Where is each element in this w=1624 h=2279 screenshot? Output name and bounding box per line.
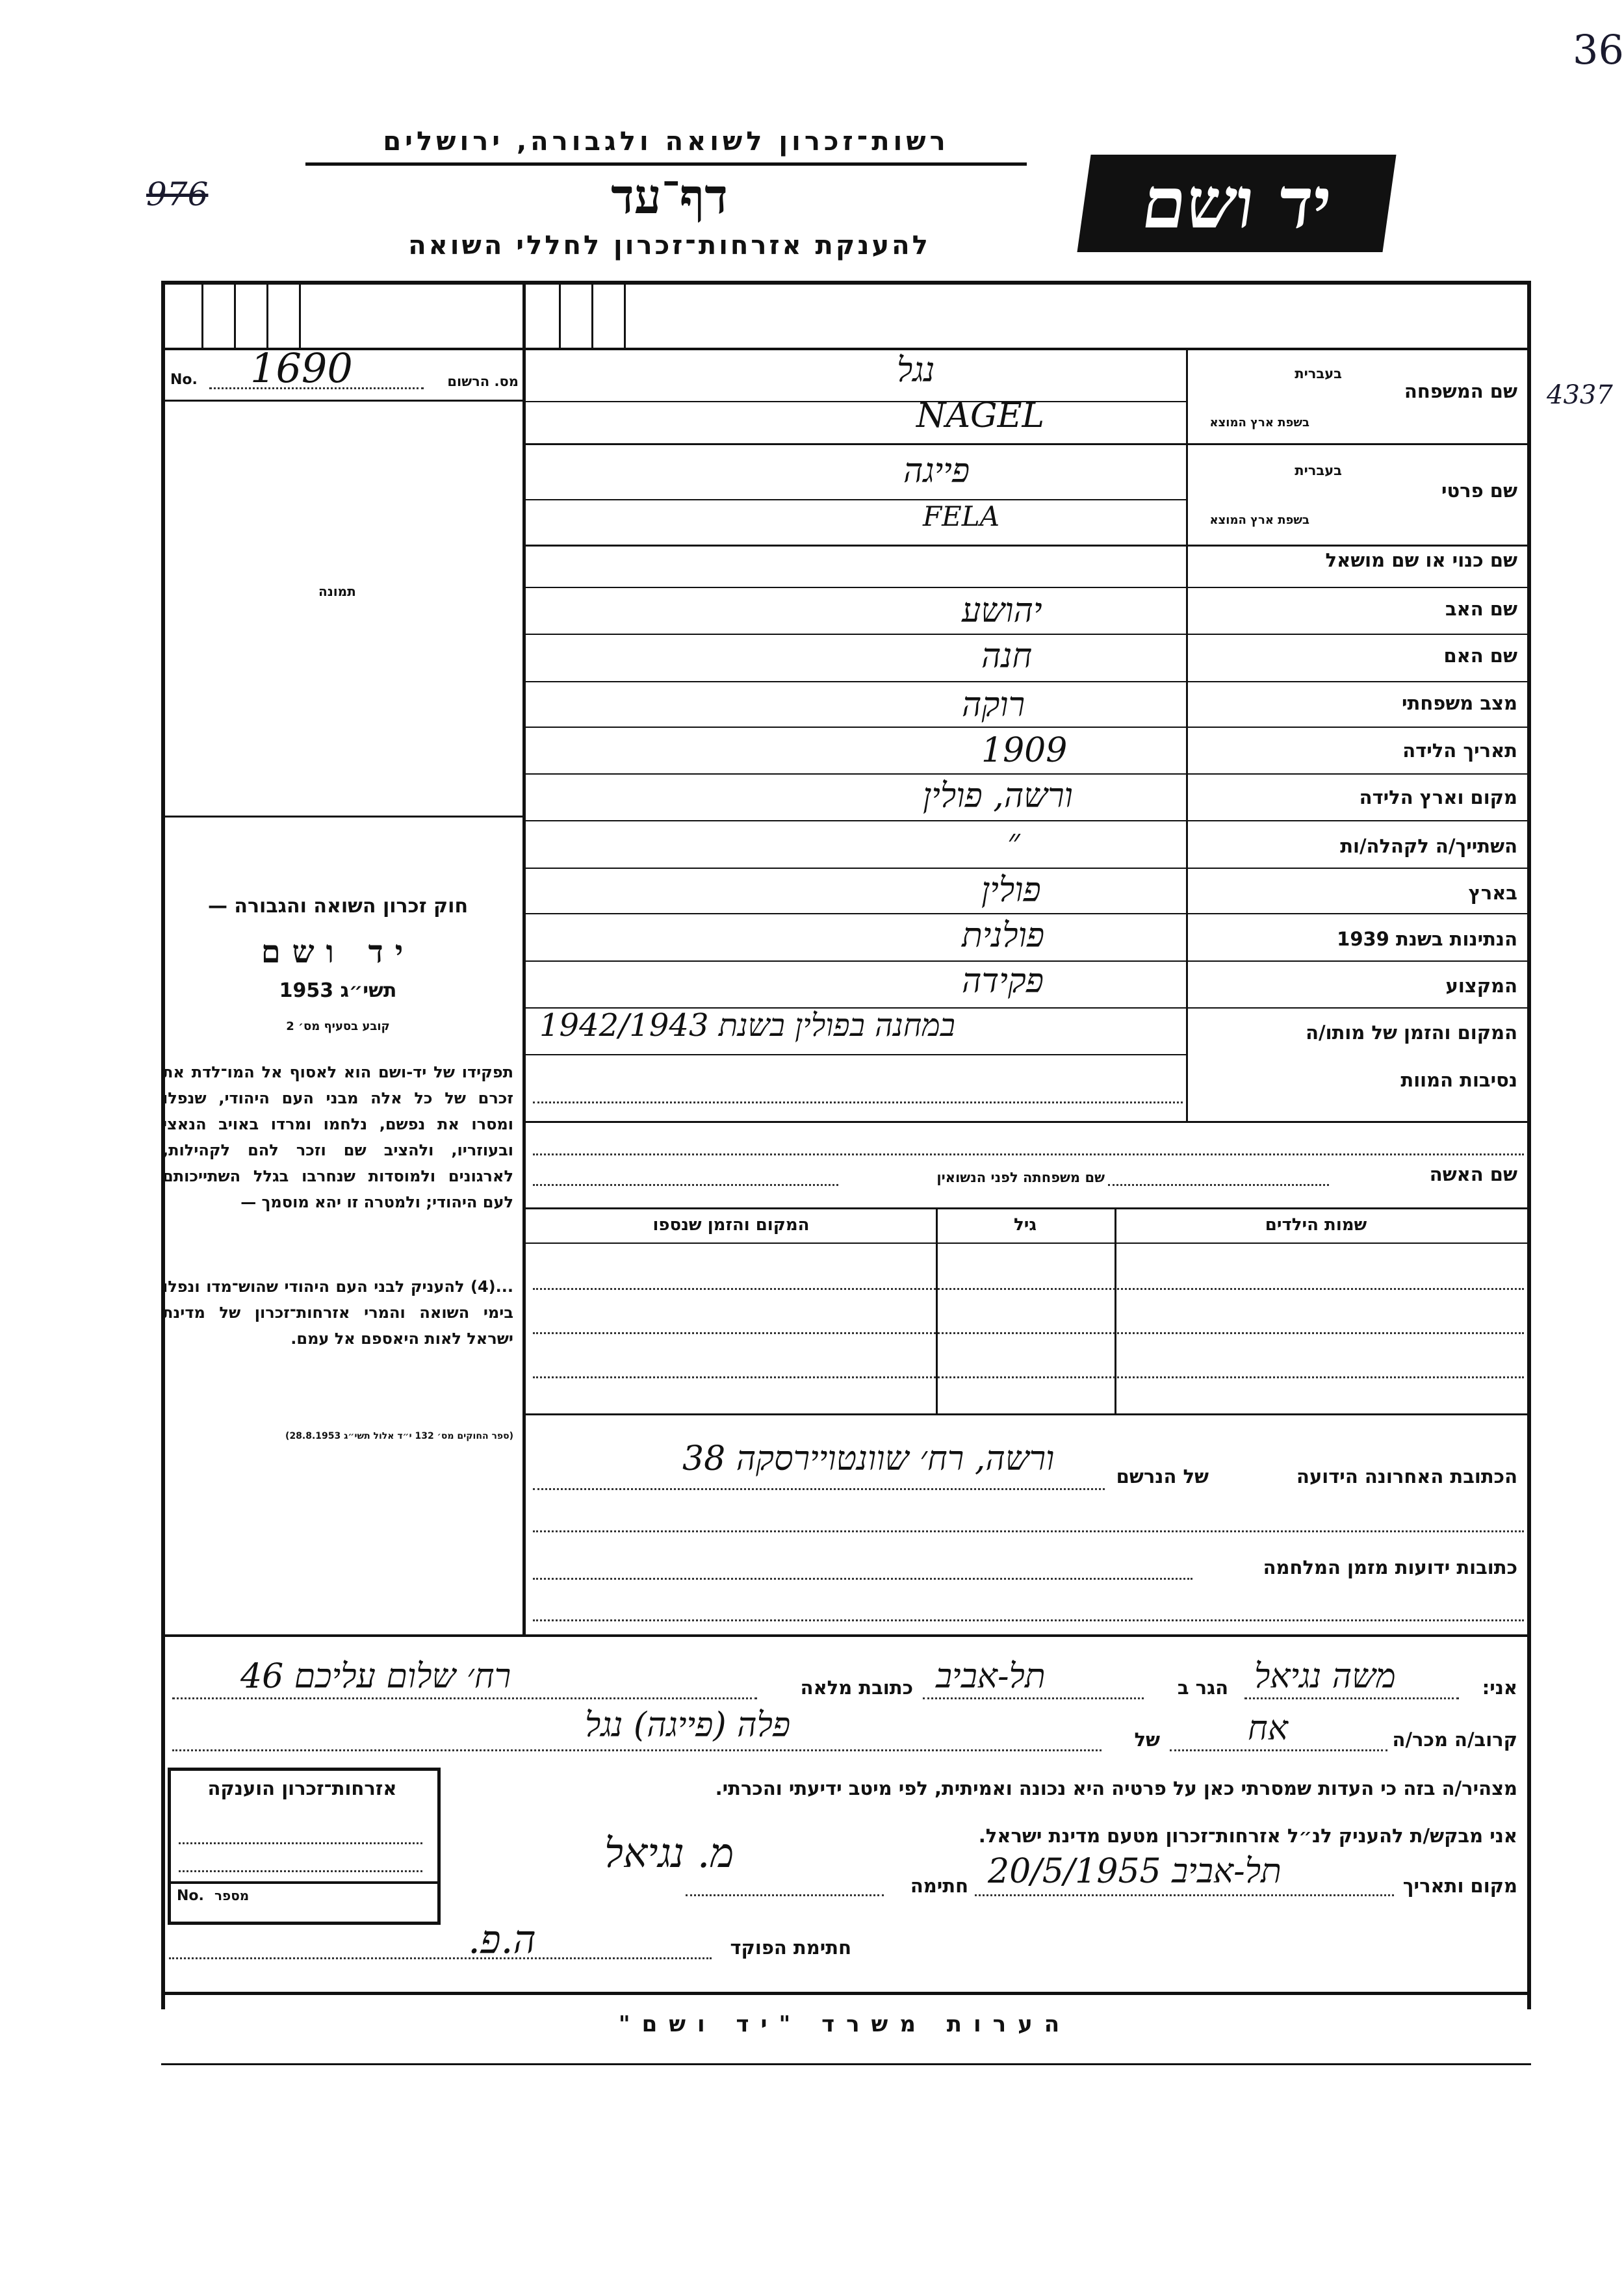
first-name-hebrew-value: פייגה [903,452,970,491]
place-date-value: תל-אביב 20/5/1955 [988,1852,1282,1891]
citizenship-label: הנתינות בשנת 1939 [1337,928,1517,950]
profession-label: המקצוע [1445,975,1517,997]
witness-full-address-label: כתובת מלאה [800,1677,913,1699]
last-address-value: ורשה, רח׳ שוונטויירסקה 38 [682,1439,1055,1478]
side-number: 4337 [1547,380,1613,410]
relationship-label: קרוב/ה מכר/ה [1392,1729,1517,1751]
birth-date-value: 1909 [981,731,1068,770]
law-year: תשי״ג 1953 [279,979,397,1002]
page-corner-number: 36 [1573,26,1624,73]
of-label: של [1134,1729,1160,1751]
nickname-label: שם כנוי או שם מושאל [1325,549,1517,571]
family-name-origin-value: NAGEL [916,396,1045,435]
mother-name-label: שם האם [1443,645,1517,667]
father-name-label: שם האב [1445,598,1517,620]
law-clause: קובע בסעיף מס׳ 2 [286,1020,390,1033]
children-names-header: שמות הילדים [1265,1215,1367,1235]
signature-label: חתימה [910,1875,968,1897]
children-age-header: גיל [1013,1215,1037,1235]
office-notes-label: הערות משרד "יד ושם" [618,2011,1072,2037]
mother-name-value: חנה [981,637,1033,676]
officer-signature-label: חתימת הפוקד [730,1937,851,1959]
law-text: תפקידו של יד-ושם הוא לאסוף אל המו־לדת את זכרם של כל אלה מבני העם היהודי, שנפלו ומסרו את נפשם, נלחמו ומרדו באויב הנאצי ובעוזריו, ולהציב שם וזכר להם לקהילות, לארגונים ולמוסדות שנחרבו בגלל השתייכותם לעם היהודי; ולמטרה זו יהא מוסמך — [162,1063,513,1211]
spouse-label: שם האשה [1429,1163,1517,1185]
spouse-maiden-label: שם משפחתה לפני הנשואין [936,1170,1105,1185]
form-title: דף־עד [611,169,728,225]
witness-resides-label: הגר ב [1177,1677,1228,1699]
last-address-label: הכתובת האחרונה הידועה [1296,1465,1517,1487]
registration-label: מס. הרשום [447,374,519,389]
war-addresses-label: כתובות ידועות מזמן המלחמה [1263,1556,1517,1578]
first-name-sub-hebrew: בעברית [1295,463,1342,478]
first-name-origin-value: FELA [923,500,1000,532]
registration-number: 1690 [250,344,353,392]
law-title: חוק זכרון השואה והגבורה — [207,895,469,918]
birth-place-value: ורשה, פולין [923,777,1073,816]
birth-place-label: מקום וארץ הלידה [1359,786,1517,808]
scribble-number: 976 [146,175,209,213]
witness-signature: מ. נגיאל [604,1829,734,1877]
birth-date-label: תאריך הלידה [1402,740,1517,762]
death-place-value: במחנה בפולין בשנת 1942/1943 [539,1007,955,1044]
death-place-label: המקום והזמן של מותו/ה [1306,1022,1517,1044]
witness-city-value: תל-אביב [936,1657,1046,1696]
witness-i-label: אני: [1482,1677,1517,1699]
form-subtitle: להענקת אזרחות־זכרון לחללי השואה [408,231,931,261]
marital-status-value: רוקה [962,686,1025,725]
children-place-header: המקום והזמן שנספו [652,1215,810,1235]
witness-full-address-value: רח׳ שלום עליכם 46 [240,1657,511,1696]
stamp-number-label: מספר [214,1888,250,1903]
community-label: השתייך/ה לקהלה/ות [1340,835,1517,857]
declaration-text: מצהיר/ה בזה כי העדות שמסרתי כאן על פרטיה היא נכונה ואמיתית, לפי מיטב ידיעתי והכרתי. [715,1777,1517,1799]
last-address-label-b: של הנרשם [1116,1465,1209,1487]
registration-no-prefix: No. [170,372,198,388]
death-circumstances-label: נסיבות המוות [1400,1069,1517,1091]
first-name-sub-origin: בשפת ארץ המוצא [1209,513,1309,527]
officer-signature: ה.פ. [468,1917,536,1963]
of-value: פלה (פייגה) נגל [585,1706,791,1745]
family-name-sub-origin: בשפת ארץ המוצא [1209,416,1309,430]
father-name-value: יהושע [962,591,1042,630]
place-date-label: מקום ותאריך [1402,1875,1517,1897]
marital-status-label: מצב משפחתי [1401,692,1517,714]
relationship-value: אח [1248,1709,1288,1748]
witness-name-value: משה נגיאל [1254,1657,1396,1696]
community-value: ״ [1007,822,1020,861]
org-name: רשות־זכרון לשואה ולגבורה, ירושלים [383,127,949,157]
law-text-2: ...(4) להעניק לבני העם היהודי שהוש־מדו ונפלו בימי השואה והמרי אזרחות־זכרון של מדינת ישראל לאות היאספם אל עמם. [162,1278,513,1348]
first-name-label: שם פרטי [1441,480,1517,502]
stamp-title: אזרחות־זכרון הוענקה [207,1777,397,1799]
law-name: יד ושם [261,934,415,970]
family-name-sub-hebrew: בעברית [1295,366,1342,381]
family-name-hebrew-value: נגל [897,351,935,390]
photo-label: תמונה [318,584,356,599]
profession-value: פקידה [962,962,1044,1001]
yad-vashem-logo: יד ושם [1077,155,1396,252]
country-value: פולין [981,871,1041,910]
country-label: בארץ [1468,882,1517,904]
law-reference: (ספר החוקים מס׳ 132 י״ד אלול תשי״ג 28.8.1953) [285,1431,513,1441]
family-name-label: שם המשפחה [1404,380,1517,402]
stamp-no-prefix: No. [177,1888,204,1904]
request-text: אני מבקש/ת להעניק לנ״ל אזרחות־זכרון מטעם מדינת ישראל. [978,1825,1517,1847]
citizenship-value: פולנית [962,916,1045,955]
